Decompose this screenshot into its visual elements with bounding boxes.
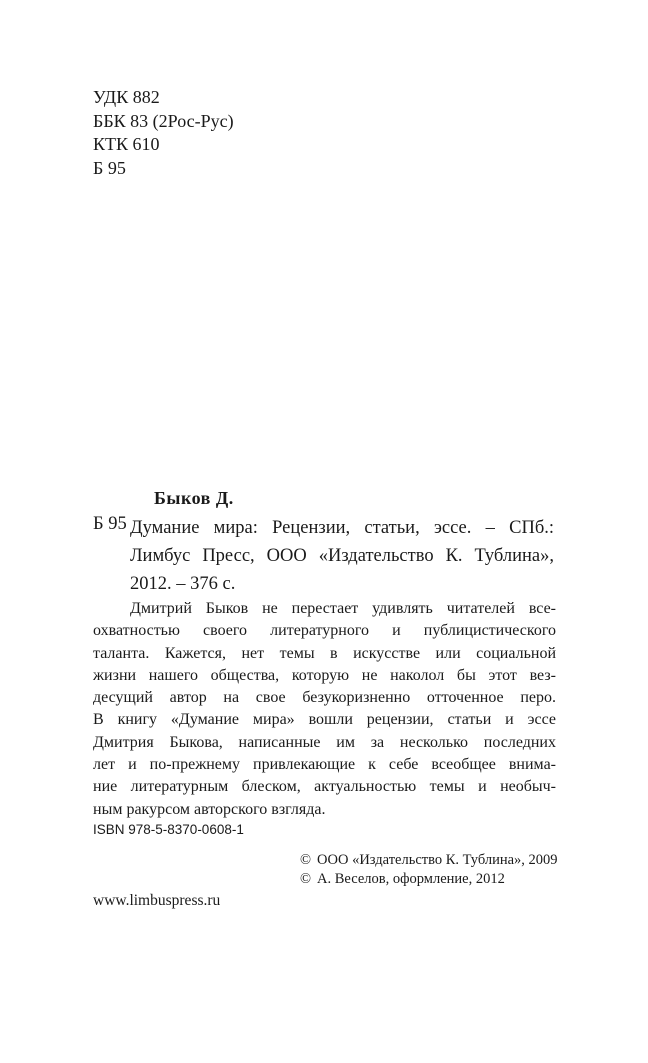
entry-line: Лимбус Пресс, ООО «Издательство К. Тублина», bbox=[130, 546, 554, 566]
annotation-line: охватностью своего литературного и публицистического bbox=[93, 622, 556, 640]
annotation-line: лет и по-прежнему привлекающие к себе всеобщее внима- bbox=[93, 756, 556, 774]
annotation-line: десущий автор на свое безукоризненно отточенное перо. bbox=[93, 689, 556, 707]
entry-line: 2012. – 376 с. bbox=[130, 574, 236, 594]
copyright-notices bbox=[300, 851, 558, 888]
annotation-line: Дмитрий Быков не перестает удивлять читателей все- bbox=[130, 600, 556, 617]
classification-indices bbox=[93, 86, 234, 180]
annotation-line: таланта. Кажется, нет темы в искусстве или социальной bbox=[93, 644, 556, 662]
copyright-line bbox=[300, 870, 558, 889]
copyright-text: ООО «Издательство К. Тублина», 2009 bbox=[317, 852, 558, 868]
copyright-symbol: © bbox=[300, 870, 312, 887]
annotation-line: ние литературным блеском, актуальностью темы и необыч- bbox=[93, 778, 556, 796]
annotation-line: ным ракурсом авторского взгляда. bbox=[93, 800, 326, 818]
entry-line: Думание мира: Рецензии, статьи, эссе. – СПб.: bbox=[130, 518, 554, 538]
author-mark: Б 95 bbox=[93, 157, 126, 178]
copyright-text: А. Веселов, оформление, 2012 bbox=[317, 870, 505, 887]
entry-author-mark: Б 95 bbox=[93, 514, 127, 534]
annotation-line: В книгу «Думание мира» вошли рецензии, статьи и эссе bbox=[93, 711, 556, 729]
ktk-index: КТК 610 bbox=[93, 134, 160, 154]
udk-index: УДК 882 bbox=[93, 87, 160, 107]
entry-author: Быков Д. bbox=[154, 488, 234, 508]
isbn: ISBN 978-5-8370-0608-1 bbox=[93, 822, 244, 837]
annotation-line: жизни нашего общества, которую не наколол бы этот вез- bbox=[93, 666, 556, 684]
publisher-website: www.limbuspress.ru bbox=[93, 892, 221, 909]
annotation-line: Дмитрия Быкова, написанные им за несколько последних bbox=[93, 733, 556, 751]
bbk-index: ББК 83 (2Рос-Рус) bbox=[93, 110, 234, 131]
annotation bbox=[93, 598, 556, 821]
copyright-line bbox=[300, 851, 558, 870]
copyright-symbol: © bbox=[300, 852, 312, 868]
bibliographic-entry bbox=[130, 514, 554, 598]
